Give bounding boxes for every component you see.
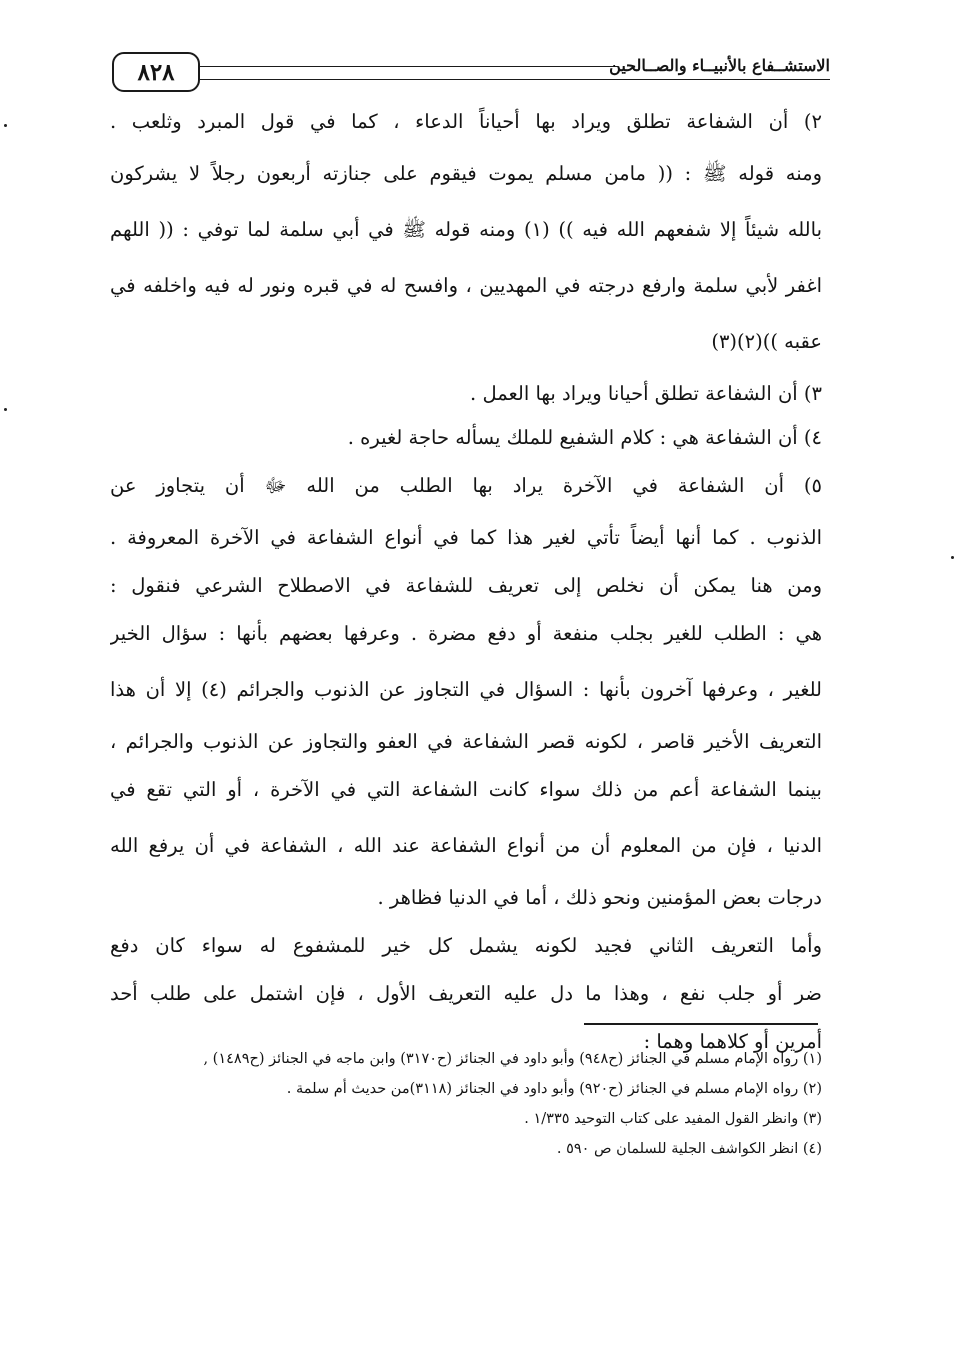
text-line: بينما الشفاعة أعم من ذلك سواء كانت الشفاعة التي في الآخرة ، أو التي تقع في xyxy=(110,778,822,801)
text-line: بالله شيئاً إلا شفعهم الله فيه )) (١) ومنه قوله ﷺ في أبي سلمة لما توفي : (( اللهم xyxy=(110,218,822,241)
text-line: ومنه قوله ﷺ : (( مامن مسلم يموت فيقوم على جنازته أربعون رجلاً لا يشركون xyxy=(110,162,822,185)
text-line: ضر أو جلب نفع ، وهذا ما دل عليه التعريف الأول ، فإن اشتمل على طلب أحد xyxy=(110,982,822,1005)
text-line: الدنيا ، فإن من المعلوم أن من أنواع الشفاعة عند الله ، الشفاعة في أن يرفع الله xyxy=(110,834,822,857)
text-line: الذنوب . كما أنها أيضاً تأتي لغير هذا كما في أنواع الشفاعة في الآخرة المعروفة . xyxy=(110,526,822,549)
margin-speck xyxy=(4,408,7,411)
text-line: اغفر لأبي سلمة وارفع درجته في المهديين ، وافسح له في قبره ونور له فيه واخلفه في xyxy=(110,274,822,297)
header-rule-bottom xyxy=(198,79,830,80)
text-line: للغير ، وعرفها آخرون بأنها : السؤال في التجاوز عن الذنوب والجرائم (٤) إلا أن هذا xyxy=(110,678,822,701)
running-title: الاستشــفاع بالأنبيــاء والصــالحين xyxy=(609,56,830,75)
main-text xyxy=(110,96,822,1068)
text-line: ٤) أن الشفاعة هي : كلام الشفيع للملك يسأله حاجة لغيره . xyxy=(347,426,822,449)
text-line: ٥) أن الشفاعة في الآخرة يراد بها الطلب من الله ﷻ أن يتجاوز عن xyxy=(110,474,822,497)
text-line: التعريف الأخير قاصر ، لكونه قصر الشفاعة في العفو والتجاوز عن الذنوب والجرائم ، xyxy=(110,730,822,753)
footnote-2: (٢) رواه الإمام مسلم في الجنائز (ح٩٢٠) وأبو داود في الجنائز (٣١١٨)من حديث أم سلمة . xyxy=(286,1081,822,1097)
page-number: ٨٢٨ xyxy=(112,52,200,92)
header-rule-top xyxy=(198,66,618,67)
footnote-4: (٤) انظر الكواشف الجلية للسلمان ص ٥٩٠ . xyxy=(556,1141,822,1157)
text-line: درجات بعض المؤمنين ونحو ذلك ، أما في الدنيا فظاهر . xyxy=(377,886,822,909)
text-line: ٣) أن الشفاعة تطلق أحيانا ويراد بها العمل . xyxy=(470,382,822,405)
text-line: ومن هنا يمكن أن نخلص إلى تعريف للشفاعة في الاصطلاح الشرعي فنقول : xyxy=(110,574,822,597)
footnotes xyxy=(110,1044,822,1164)
text-line: وأما التعريف الثاني فجيد لكونه يشمل كل خير للمشفوع له سواء كان دفع xyxy=(110,934,822,957)
margin-speck xyxy=(951,556,954,559)
text-line: أمرين أو كلاهما وهما : xyxy=(643,1030,822,1053)
text-line: هي : الطلب للغير بجلب منفعة أو دفع مضرة . وعرفها بعضهم بأنها : سؤال الخير xyxy=(110,622,822,645)
footnote-1: (١) رواه الإمام مسلم في الجنائز (ح٩٤٨) وأبو داود في الجنائز (ح٣١٧٠) وابن ماجه في الجنائز (ح١٤٨٩) , xyxy=(203,1051,822,1067)
text-line: عقبه ))(٢)(٣) xyxy=(711,330,822,353)
footnote-3: (٣) وانظر القول المفيد على كتاب التوحيد ١/٣٣٥ . xyxy=(524,1111,822,1127)
margin-speck xyxy=(4,124,7,127)
footnote-separator xyxy=(584,1023,818,1025)
page-header xyxy=(108,52,830,96)
text-line: ٢) أن الشفاعة تطلق ويراد بها أحياناً الدعاء ، كما في قول المبرد وثلعب . xyxy=(110,110,822,133)
